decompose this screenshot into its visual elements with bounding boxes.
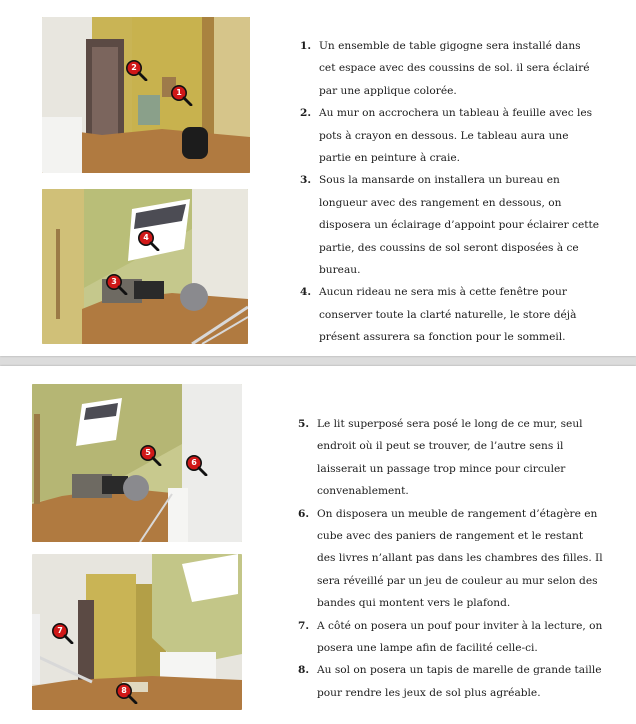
marker-number: 2 <box>131 63 137 72</box>
magnifier-marker <box>186 454 208 476</box>
list-item: 2. Au mur on accrochera un tableau à feuille avec les pots à crayon en dessous. Le tableau aura une partie en peinture à craie. <box>300 107 593 165</box>
marker-number: 3 <box>111 277 117 286</box>
marker-number: 4 <box>143 233 149 242</box>
marker-number: 6 <box>191 458 197 467</box>
magnifier-marker <box>106 273 128 295</box>
page-2 <box>0 366 636 724</box>
magnifier-marker <box>116 682 138 704</box>
list-item: 3. Sous la mansarde on installera un bureau en longueur avec des rangement en dessous, on disposera un éclairage d’appoint pour éclairer cette partie, des coussins de sol seront disposées à ce bureau. <box>300 174 600 277</box>
magnifier-marker <box>138 229 160 251</box>
magnifier-marker <box>171 84 193 106</box>
list-item: 5. Le lit superposé sera posé le long de ce mur, seul endroit où il peut se trouver, de l’autre sens il laisserait un passage trop mince pour circuler convenablement. <box>298 418 583 498</box>
magnifier-marker <box>140 444 162 466</box>
list-item: 4. Aucun rideau ne sera mis à cette fenêtre pour conserver toute la clarté naturelle, le store déjà présent assurera sa fonction pour le sommeil. <box>300 286 577 344</box>
numbered-list <box>300 35 600 349</box>
magnifier-marker <box>126 59 148 81</box>
magnifier-marker <box>52 622 74 644</box>
list-item: 8. Au sol on posera un tapis de marelle de grande taille pour rendre les jeux de sol plus agréable. <box>298 664 602 699</box>
room-photo-window <box>42 189 248 344</box>
marker-number: 7 <box>57 626 63 635</box>
page-1 <box>0 0 636 356</box>
room-photo-ball <box>32 384 242 542</box>
marker-number: 1 <box>176 88 182 97</box>
marker-number: 8 <box>121 686 127 695</box>
list-item: 7. A côté on posera un pouf pour inviter à la lecture, on posera une lampe afin de facilité celle-ci. <box>298 619 603 655</box>
list-item: 1. Un ensemble de table gigogne sera installé dans cet espace avec des coussins de sol. il sera éclairé par une applique colorée. <box>300 40 590 97</box>
numbered-list <box>298 413 604 704</box>
list-item: 6. On disposera un meuble de rangement d’étagère en cube avec des paniers de rangement et le restant des livres n’allant pas dans les chambres des filles. Il sera réveillé par un jeu de couleur au mur selon des bandes qui montent vers le plafond. <box>298 507 603 610</box>
room-photo-doorway <box>42 17 250 173</box>
marker-number: 5 <box>145 448 151 457</box>
room-photo-radiator <box>32 554 242 710</box>
